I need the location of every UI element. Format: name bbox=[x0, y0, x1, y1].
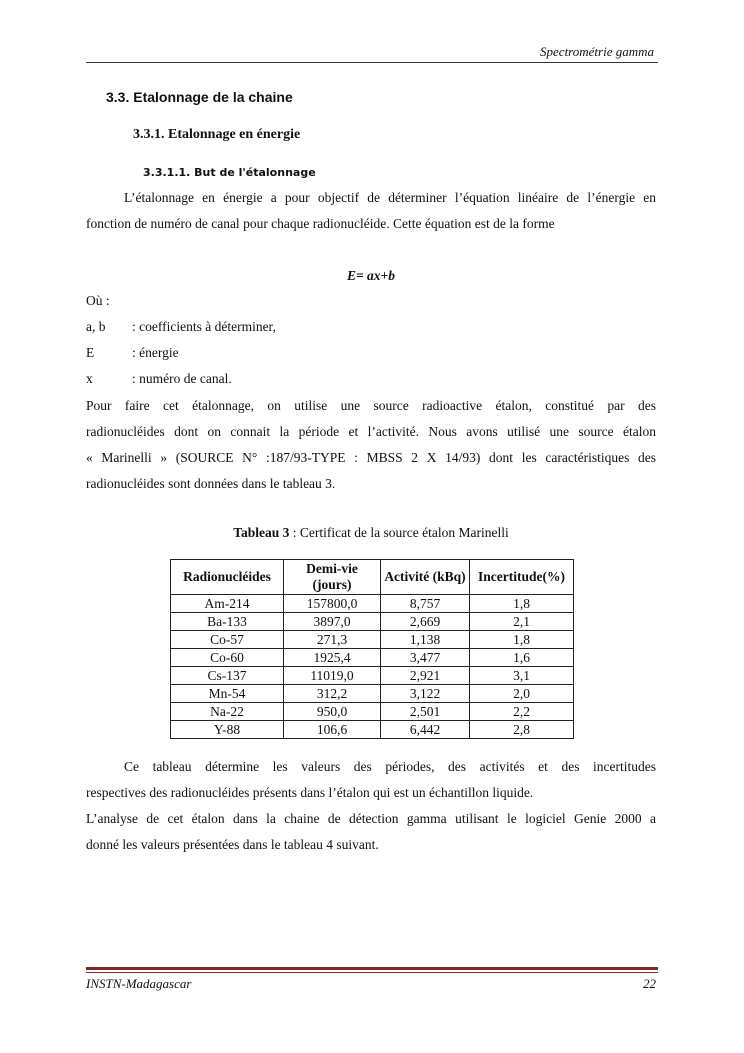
table-cell: 2,0 bbox=[470, 685, 574, 703]
table-cell: Co-57 bbox=[171, 631, 284, 649]
definition-text: : énergie bbox=[132, 345, 179, 360]
table-cell: 1,8 bbox=[470, 631, 574, 649]
table-cell: 312,2 bbox=[284, 685, 381, 703]
conclusion-paragraph bbox=[86, 754, 656, 858]
table-cell: 2,8 bbox=[470, 721, 574, 739]
source-paragraph bbox=[86, 393, 656, 497]
intro-line-1: L’étalonnage en énergie a pour objectif de déterminer l’équation linéaire de l’énergie en bbox=[124, 190, 656, 205]
definition-row bbox=[86, 319, 276, 335]
table-cell: Na-22 bbox=[171, 703, 284, 721]
subsubsection-heading: 3.3.1.1. But de l'étalonnage bbox=[143, 166, 316, 179]
page-number: 22 bbox=[643, 976, 656, 991]
table-row bbox=[171, 703, 574, 721]
table-header-row bbox=[171, 560, 574, 595]
table-cell: 1,6 bbox=[470, 649, 574, 667]
table-cell: 950,0 bbox=[284, 703, 381, 721]
table-cell: 2,501 bbox=[381, 703, 470, 721]
table-cell: 11019,0 bbox=[284, 667, 381, 685]
source-line-3: « Marinelli » (SOURCE N° :187/93-TYPE : MBSS 2 X 14/93) dont les caractéristiques des bbox=[86, 450, 656, 465]
section-heading: 3.3. Etalonnage de la chaine bbox=[106, 89, 293, 105]
table-cell: 157800,0 bbox=[284, 595, 381, 613]
source-certificate-table bbox=[170, 559, 574, 739]
footer-rule-thin bbox=[86, 972, 658, 973]
definition-symbol: x bbox=[86, 371, 93, 386]
table-cell: 3897,0 bbox=[284, 613, 381, 631]
table-cell: 3,122 bbox=[381, 685, 470, 703]
table-cell: 1925,4 bbox=[284, 649, 381, 667]
conclusion-line-3: L’analyse de cet étalon dans la chaine de détection gamma utilisant le logiciel Genie 2000 a bbox=[86, 811, 656, 826]
header-radionuclides: Radionucléides bbox=[171, 560, 284, 595]
table-cell: Y-88 bbox=[171, 721, 284, 739]
table-cell: Mn-54 bbox=[171, 685, 284, 703]
definition-row bbox=[86, 345, 179, 361]
source-line-2: radionucléides dont on connait la période et l’activité. Nous avons utilisé une source étalon bbox=[86, 424, 656, 439]
source-line-1: Pour faire cet étalonnage, on utilise une source radioactive étalon, constitué par des bbox=[86, 398, 656, 413]
table-row bbox=[171, 631, 574, 649]
definition-text: : coefficients à déterminer, bbox=[132, 319, 276, 334]
intro-line-2: fonction de numéro de canal pour chaque radionucléide. Cette équation est de la forme bbox=[86, 216, 555, 231]
table-cell: 8,757 bbox=[381, 595, 470, 613]
source-line-4: radionucléides sont données dans le tableau 3. bbox=[86, 476, 336, 491]
table-cell: 6,442 bbox=[381, 721, 470, 739]
table-cell: 2,2 bbox=[470, 703, 574, 721]
table-row bbox=[171, 649, 574, 667]
table-row bbox=[171, 721, 574, 739]
table-row bbox=[171, 685, 574, 703]
header-activity: Activité (kBq) bbox=[381, 560, 470, 595]
table-caption-text: : Certificat de la source étalon Marinelli bbox=[289, 525, 509, 540]
header-rule bbox=[86, 62, 658, 63]
table-cell: 106,6 bbox=[284, 721, 381, 739]
definition-row bbox=[86, 371, 232, 387]
running-header: Spectrométrie gamma bbox=[540, 44, 654, 59]
subsection-heading: 3.3.1. Etalonnage en énergie bbox=[133, 127, 301, 142]
table-cell: Ba-133 bbox=[171, 613, 284, 631]
table-cell: 3,477 bbox=[381, 649, 470, 667]
footer-rule-thick bbox=[86, 967, 658, 970]
table-cell: 1,138 bbox=[381, 631, 470, 649]
table-cell: 2,669 bbox=[381, 613, 470, 631]
table-cell: 1,8 bbox=[470, 595, 574, 613]
conclusion-line-1: Ce tableau détermine les valeurs des périodes, des activités et des incertitudes bbox=[124, 759, 656, 774]
table-row bbox=[171, 667, 574, 685]
conclusion-line-2: respectives des radionucléides présents dans l’étalon qui est un échantillon liquide. bbox=[86, 785, 534, 800]
table-cell: Co-60 bbox=[171, 649, 284, 667]
table-row bbox=[171, 595, 574, 613]
table-cell: 3,1 bbox=[470, 667, 574, 685]
table-caption-label: Tableau 3 bbox=[233, 525, 290, 540]
header-uncertainty: Incertitude(%) bbox=[470, 560, 574, 595]
header-half-life: Demi-vie (jours) bbox=[284, 560, 381, 595]
definition-symbol: a, b bbox=[86, 319, 106, 334]
intro-paragraph bbox=[86, 185, 656, 237]
conclusion-line-4: donné les valeurs présentées dans le tableau 4 suivant. bbox=[86, 837, 379, 852]
definition-text: : numéro de canal. bbox=[132, 371, 232, 386]
table-row bbox=[171, 613, 574, 631]
table-cell: 2,921 bbox=[381, 667, 470, 685]
definition-symbol: E bbox=[86, 345, 95, 360]
definitions-intro: Où : bbox=[86, 293, 110, 308]
table-caption bbox=[86, 525, 656, 541]
table-cell: Cs-137 bbox=[171, 667, 284, 685]
equation: E= ax+b bbox=[346, 268, 395, 283]
table-cell: 271,3 bbox=[284, 631, 381, 649]
table-cell: Am-214 bbox=[171, 595, 284, 613]
table-cell: 2,1 bbox=[470, 613, 574, 631]
footer-institution: INSTN-Madagascar bbox=[86, 976, 192, 991]
